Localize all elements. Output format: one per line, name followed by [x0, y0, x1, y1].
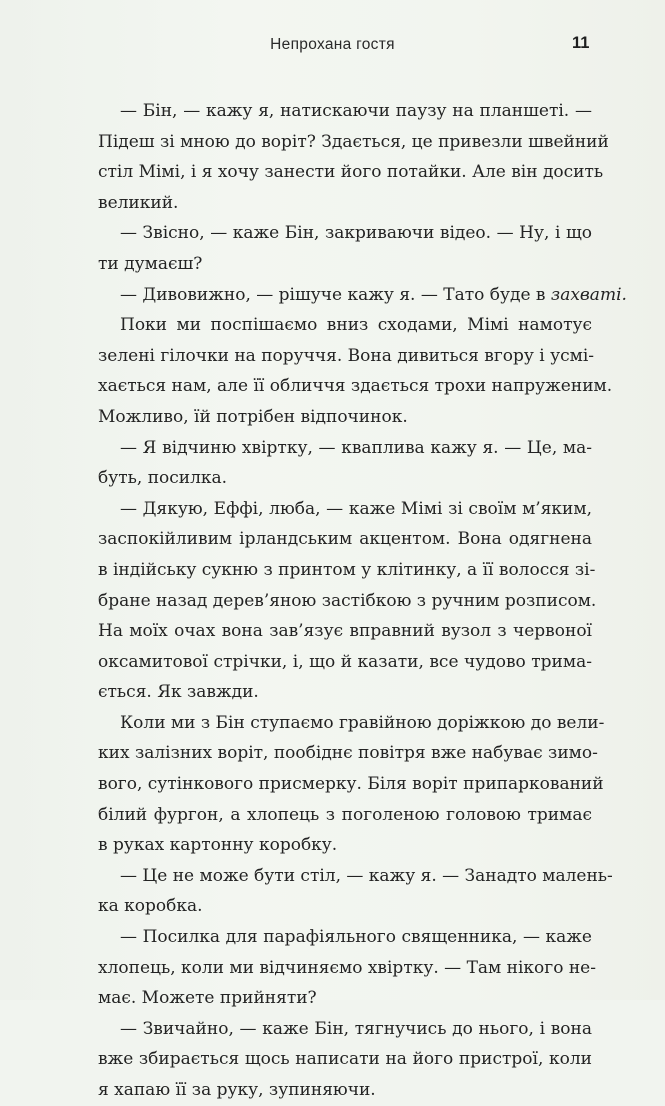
text-line	[98, 341, 595, 372]
text-line	[98, 708, 605, 739]
text-line	[98, 1014, 592, 1045]
text-line	[98, 494, 592, 525]
text-line-content: в індійську сукню з принтом у клітинку, а її волосся зі-	[98, 559, 596, 580]
text-line	[98, 310, 592, 341]
text-line	[98, 586, 597, 617]
text-line	[98, 96, 592, 127]
text-line	[98, 953, 596, 984]
text-line	[98, 830, 592, 861]
page-number: 11	[572, 34, 590, 52]
italic-word: захваті.	[550, 284, 627, 305]
text-line	[98, 463, 592, 494]
text-line-content: бране назад дерев’яною застібкою з ручним розписом.	[98, 590, 597, 611]
text-line-content: — Звичайно, — каже Бін, тягнучись до нього, і вона	[120, 1018, 592, 1039]
text-line	[98, 738, 598, 769]
text-line-content: заспокійливим ірландським акцентом. Вона одягнена	[98, 529, 592, 550]
text-line-content: — Бін, — кажу я, натискаючи паузу на планшеті. —	[120, 101, 592, 121]
text-line	[98, 280, 627, 311]
text-line	[98, 433, 592, 464]
text-line	[98, 1044, 592, 1075]
text-line-content: Поки ми поспішаємо вниз сходами, Мімі намотує	[120, 315, 592, 336]
text-line-content: білий фургон, а хлопець з поголеною головою тримає	[98, 804, 592, 825]
text-line	[98, 157, 604, 188]
text-line-content: — Дякую, Еффі, люба, — каже Мімі зі своїм м’яким,	[120, 498, 592, 519]
text-line	[98, 677, 592, 708]
text-line-content: — Це не може бути стіл, — кажу я. — Занадто малень-	[120, 865, 613, 886]
text-line-content: зелені гілочки на поруччя. Вона дивиться вгору і усмі-	[98, 345, 595, 366]
text-line-content: в руках картонну коробку.	[98, 835, 338, 856]
text-line-content: — Я відчиню хвіртку, — кваплива кажу я. — Це, ма-	[120, 437, 592, 458]
text-line	[98, 555, 596, 586]
body-text	[98, 96, 627, 1106]
text-line	[98, 983, 592, 1014]
text-line	[98, 524, 592, 555]
text-line	[98, 1075, 592, 1106]
text-line	[98, 188, 592, 219]
text-line-content: — Дивовижно, — рішуче кажу я. — Тато буде в	[120, 284, 551, 305]
text-line	[98, 769, 604, 800]
text-line	[98, 402, 592, 433]
text-line-content: На моїх очах вона зав’язує вправний вузол з червоної	[98, 621, 592, 642]
text-line-content: Можливо, їй потрібен відпочинок.	[98, 406, 408, 427]
text-line	[98, 218, 592, 249]
text-line	[98, 647, 592, 678]
text-line-content: стіл Мімі, і я хочу занести його потайки. Але він досить	[98, 162, 604, 183]
text-line	[98, 371, 613, 402]
text-line-content: великий.	[98, 192, 179, 213]
text-line-content: має. Можете прийняти?	[98, 988, 317, 1009]
text-line-content: оксамитової стрічки, і, що й казати, все чудово трима-	[98, 651, 592, 672]
text-line-content: я хапаю її за руку, зупиняючи.	[98, 1080, 376, 1100]
text-line-content: ких залізних воріт, пообіднє повітря вже набуває зимо-	[98, 743, 598, 764]
running-title: Непрохана гостя	[270, 36, 395, 53]
text-line	[98, 800, 592, 831]
text-line-content: Коли ми з Бін ступаємо гравійною доріжкою до вели-	[120, 712, 605, 733]
text-line	[98, 891, 592, 922]
text-line-content: — Посилка для парафіяльного священника, — каже	[120, 927, 592, 948]
text-line-content: — Звісно, — каже Бін, закриваючи відео. — Ну, і що	[120, 223, 592, 244]
text-line-content: ється. Як завжди.	[98, 682, 259, 703]
text-line	[98, 249, 592, 280]
text-line-content: ка коробка.	[98, 896, 203, 917]
text-line	[98, 616, 592, 647]
text-line-content: хається нам, але її обличчя здається трохи напруженим.	[98, 376, 613, 397]
text-line-content: вже збирається щось написати на його пристрої, коли	[98, 1049, 592, 1070]
text-line-content: ти думаєш?	[98, 253, 203, 274]
text-line-content: вого, сутінкового присмерку. Біля воріт припаркований	[98, 774, 604, 795]
text-line-content: хлопець, коли ми відчиняємо хвіртку. — Там нікого не-	[98, 957, 596, 978]
text-line	[98, 127, 609, 158]
text-line	[98, 922, 592, 953]
text-line-content: Підеш зі мною до воріт? Здається, це привезли швейний	[98, 131, 609, 152]
text-line	[98, 861, 613, 892]
text-line-content: буть, посилка.	[98, 468, 228, 489]
